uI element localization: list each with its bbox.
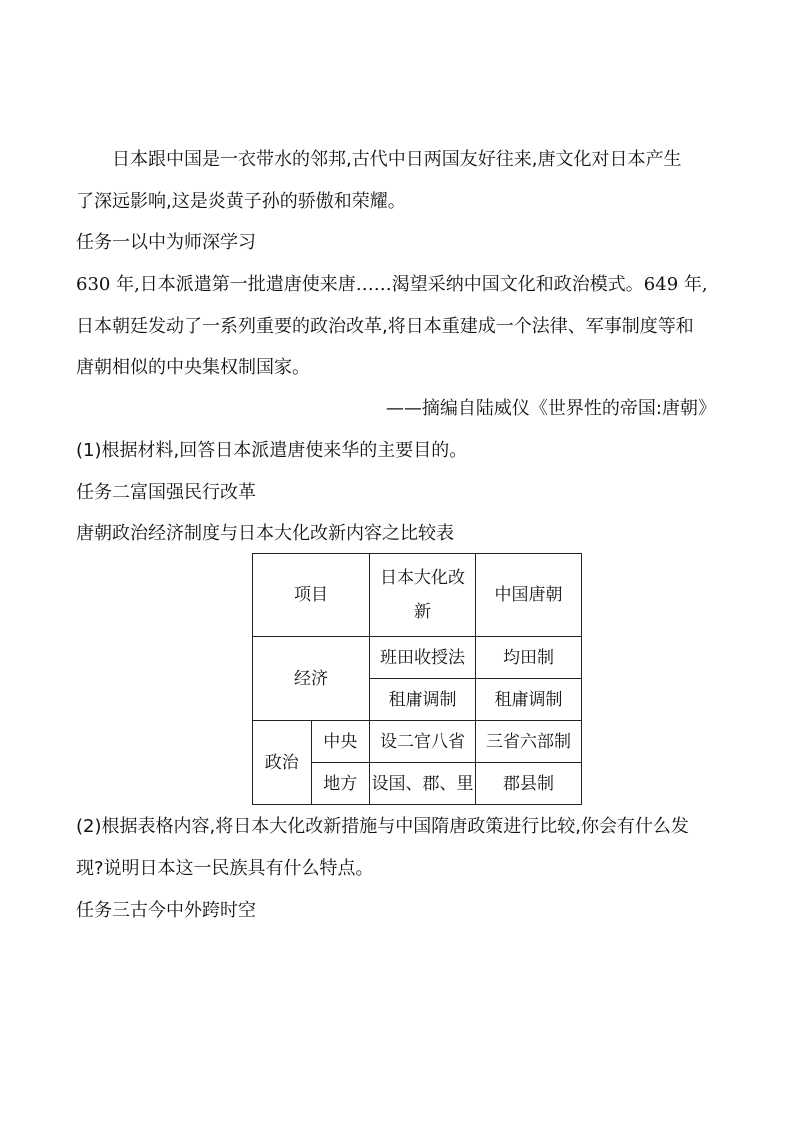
task1-material-line-3: 唐朝相似的中央集权制国家。 — [76, 357, 310, 378]
pol-local-japan: 设国、郡、里 — [370, 763, 476, 805]
task1-material-line-1: 630 年,日本派遣第一批遣唐使来唐……渴望采纳中国文化和政治模式。649 年, — [76, 274, 708, 295]
pol-central-label: 中央 — [311, 721, 370, 763]
econ-row2-china: 租庸调制 — [476, 679, 582, 721]
comparison-table — [252, 553, 582, 805]
task1-title: 任务一以中为师深学习 — [76, 232, 256, 253]
pol-central-japan: 设二官八省 — [370, 721, 476, 763]
task2-title: 任务二富国强民行改革 — [76, 482, 256, 503]
pol-central-china: 三省六部制 — [476, 721, 582, 763]
header-japan — [370, 554, 476, 637]
task1-material-line-2: 日本朝廷发动了一系列重要的政治改革,将日本重建成一个法律、军事制度等和 — [76, 316, 694, 337]
task2-question-line-1: (2)根据表格内容,将日本大化改新措施与中国隋唐政策进行比较,你会有什么发 — [76, 816, 689, 837]
header-china: 中国唐朝 — [476, 554, 582, 637]
econ-label: 经济 — [253, 637, 370, 721]
intro-line-1: 日本跟中国是一衣带水的邻邦,古代中日两国友好往来,唐文化对日本产生 — [112, 149, 682, 170]
task1-question: (1)根据材料,回答日本派遣唐使来华的主要目的。 — [76, 440, 468, 461]
pol-label: 政治 — [253, 721, 312, 805]
pol-local-label: 地方 — [311, 763, 370, 805]
task1-source: ——摘编自陆威仪《世界性的帝国:唐朝》 — [385, 398, 716, 419]
task3-title: 任务三古今中外跨时空 — [76, 900, 256, 921]
header-japan-line-1: 日本大化改 — [380, 568, 465, 588]
econ-row1-japan: 班田收授法 — [370, 637, 476, 679]
header-item: 项目 — [253, 554, 370, 637]
header-japan-line-2: 新 — [414, 602, 431, 622]
pol-local-china: 郡县制 — [476, 763, 582, 805]
intro-line-2: 了深远影响,这是炎黄子孙的骄傲和荣耀。 — [76, 191, 406, 212]
task2-question-line-2: 现?说明日本这一民族具有什么特点。 — [76, 858, 374, 879]
econ-row2-japan: 租庸调制 — [370, 679, 476, 721]
table-caption: 唐朝政治经济制度与日本大化改新内容之比较表 — [76, 523, 454, 544]
econ-row1-china: 均田制 — [476, 637, 582, 679]
